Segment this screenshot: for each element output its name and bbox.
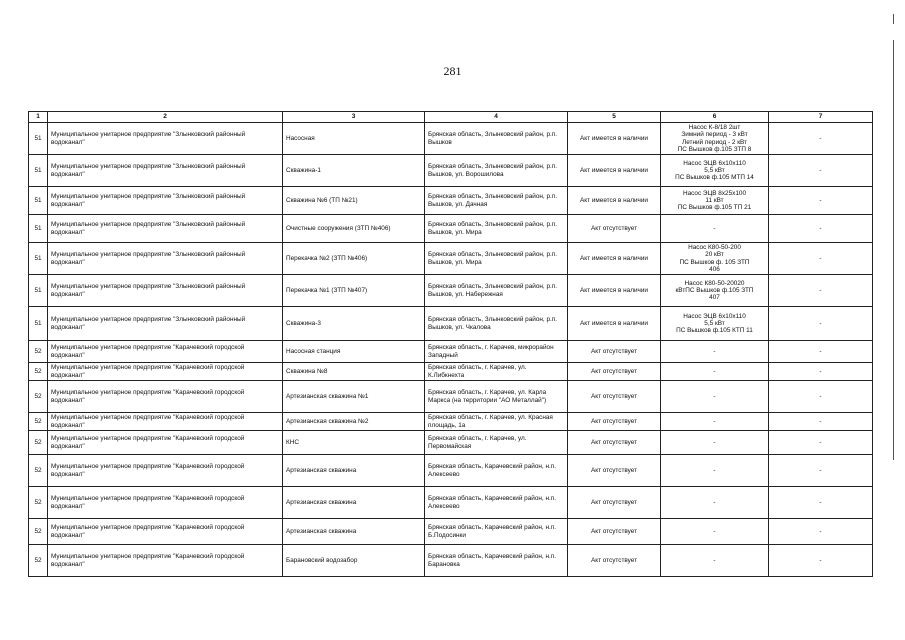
row-number-cell: 52: [29, 487, 48, 519]
table-row: [29, 487, 873, 519]
row-number-cell: 52: [29, 341, 48, 363]
object-name-cell: Артезианская скважина: [283, 487, 425, 519]
equipment-cell: Насос К80-50-20020 кВтПС Вышков ф.105 ЗТП 407: [661, 275, 769, 307]
organization-cell: Муниципальное унитарное предприятие "Злынковский районный водоканал": [48, 123, 283, 155]
row-number-cell: 52: [29, 455, 48, 487]
address-cell: Брянская область, г. Карачев, ул. Красная площадь, 1а: [425, 413, 568, 431]
organization-cell: Муниципальное унитарное предприятие "Карачевский городской водоканал": [48, 381, 283, 413]
object-name-cell: Артезианская скважина: [283, 519, 425, 545]
row-number-cell: 51: [29, 243, 48, 275]
table-row: [29, 243, 873, 275]
organization-cell: Муниципальное унитарное предприятие "Карачевский городской водоканал": [48, 363, 283, 381]
table-row: [29, 155, 873, 187]
column7-cell: -: [769, 155, 873, 187]
row-number-cell: 51: [29, 155, 48, 187]
column7-cell: -: [769, 519, 873, 545]
table-row: [29, 187, 873, 215]
object-name-cell: Скважина №8: [283, 363, 425, 381]
table-row: [29, 381, 873, 413]
column-header-4: 4: [425, 112, 568, 123]
row-number-cell: 51: [29, 215, 48, 243]
act-status-cell: Акт отсутствует: [568, 413, 661, 431]
act-status-cell: Акт имеется в наличии: [568, 307, 661, 341]
object-name-cell: Артезианская скважина №2: [283, 413, 425, 431]
table-row: [29, 275, 873, 307]
table-row: [29, 363, 873, 381]
equipment-cell: -: [661, 215, 769, 243]
object-name-cell: Скважина-1: [283, 155, 425, 187]
table-row: [29, 455, 873, 487]
object-name-cell: Насосная станция: [283, 341, 425, 363]
object-name-cell: Очистные сооружения (ЗТП №406): [283, 215, 425, 243]
equipment-cell: Насос ЭЦВ 6х10х110 5,5 кВт ПС Вышков ф.105 МТП 14: [661, 155, 769, 187]
table-row: [29, 431, 873, 455]
act-status-cell: Акт отсутствует: [568, 363, 661, 381]
column-header-7: 7: [769, 112, 873, 123]
address-cell: Брянская область, г. Карачев, микрорайон Западный: [425, 341, 568, 363]
row-number-cell: 52: [29, 381, 48, 413]
address-cell: Брянская область, Карачевский район, н.п. Алексеево: [425, 455, 568, 487]
act-status-cell: Акт отсутствует: [568, 215, 661, 243]
equipment-cell: -: [661, 381, 769, 413]
table-row: [29, 519, 873, 545]
equipment-cell: Насос К80-50-200 20 кВт ПС Вышков ф. 105 ЗТП 406: [661, 243, 769, 275]
scan-edge-line: [893, 40, 894, 460]
object-name-cell: Перекачка №2 (ЗТП №406): [283, 243, 425, 275]
row-number-cell: 51: [29, 123, 48, 155]
object-name-cell: Барановский водозабор: [283, 545, 425, 577]
table-row: [29, 123, 873, 155]
page-number: 281: [443, 64, 462, 78]
equipment-cell: Насос ЭЦВ 8х25х100 11 кВт ПС Вышков ф.105 ТП 21: [661, 187, 769, 215]
act-status-cell: Акт имеется в наличии: [568, 275, 661, 307]
table-row: [29, 341, 873, 363]
act-status-cell: Акт отсутствует: [568, 545, 661, 577]
column-header-5: 5: [568, 112, 661, 123]
column7-cell: -: [769, 123, 873, 155]
column7-cell: -: [769, 487, 873, 519]
address-cell: Брянская область, Карачевский район, н.п. Б.Подосинки: [425, 519, 568, 545]
organization-cell: Муниципальное унитарное предприятие "Карачевский городской водоканал": [48, 413, 283, 431]
row-number-cell: 51: [29, 307, 48, 341]
table-row: [29, 215, 873, 243]
act-status-cell: Акт отсутствует: [568, 487, 661, 519]
object-name-cell: Артезианская скважина: [283, 455, 425, 487]
act-status-cell: Акт имеется в наличии: [568, 243, 661, 275]
table-body: [29, 123, 873, 577]
row-number-cell: 52: [29, 363, 48, 381]
address-cell: Брянская область, Злынковский район, р.п. Вышков, ул. Мира: [425, 243, 568, 275]
column7-cell: -: [769, 381, 873, 413]
address-cell: Брянская область, Злынковский район, р.п. Вышков, ул. Мира: [425, 215, 568, 243]
address-cell: Брянская область, Злынковский район, р.п. Вышков, ул. Дачная: [425, 187, 568, 215]
act-status-cell: Акт отсутствует: [568, 455, 661, 487]
address-cell: Брянская область, Злынковский район, р.п. Вышков: [425, 123, 568, 155]
act-status-cell: Акт отсутствует: [568, 431, 661, 455]
column7-cell: -: [769, 341, 873, 363]
organization-cell: Муниципальное унитарное предприятие "Карачевский городской водоканал": [48, 455, 283, 487]
organization-cell: Муниципальное унитарное предприятие "Карачевский городской водоканал": [48, 519, 283, 545]
column7-cell: -: [769, 215, 873, 243]
equipment-cell: -: [661, 431, 769, 455]
address-cell: Брянская область, Карачевский район, н.п. Барановка: [425, 545, 568, 577]
table-header-row: [29, 112, 873, 123]
table-row: [29, 545, 873, 577]
organization-cell: Муниципальное унитарное предприятие "Злынковский районный водоканал": [48, 215, 283, 243]
organization-cell: Муниципальное унитарное предприятие "Злынковский районный водоканал": [48, 307, 283, 341]
equipment-cell: -: [661, 545, 769, 577]
row-number-cell: 52: [29, 413, 48, 431]
row-number-cell: 52: [29, 545, 48, 577]
act-status-cell: Акт отсутствует: [568, 341, 661, 363]
address-cell: Брянская область, Злынковский район, р.п. Вышков, ул. Чкалова: [425, 307, 568, 341]
address-cell: Брянская область, Злынковский район, р.п. Вышков, ул. Ворошилова: [425, 155, 568, 187]
organization-cell: Муниципальное унитарное предприятие "Карачевский городской водоканал": [48, 545, 283, 577]
column7-cell: -: [769, 545, 873, 577]
organization-cell: Муниципальное унитарное предприятие "Злынковский районный водоканал": [48, 187, 283, 215]
equipment-cell: -: [661, 487, 769, 519]
object-name-cell: Артезианская скважина №1: [283, 381, 425, 413]
column7-cell: -: [769, 187, 873, 215]
data-table: [28, 111, 873, 577]
equipment-cell: -: [661, 413, 769, 431]
column-header-2: 2: [48, 112, 283, 123]
organization-cell: Муниципальное унитарное предприятие "Карачевский городской водоканал": [48, 431, 283, 455]
column7-cell: -: [769, 413, 873, 431]
organization-cell: Муниципальное унитарное предприятие "Злынковский районный водоканал": [48, 155, 283, 187]
column-header-3: 3: [283, 112, 425, 123]
act-status-cell: Акт имеется в наличии: [568, 187, 661, 215]
column7-cell: -: [769, 275, 873, 307]
object-name-cell: Насосная: [283, 123, 425, 155]
organization-cell: Муниципальное унитарное предприятие "Злынковский районный водоканал": [48, 243, 283, 275]
table-row: [29, 413, 873, 431]
organization-cell: Муниципальное унитарное предприятие "Злынковский районный водоканал": [48, 275, 283, 307]
column7-cell: -: [769, 307, 873, 341]
address-cell: Брянская область, г. Карачев, ул. Первомайская: [425, 431, 568, 455]
act-status-cell: Акт отсутствует: [568, 381, 661, 413]
act-status-cell: Акт имеется в наличии: [568, 155, 661, 187]
column7-cell: -: [769, 243, 873, 275]
column-header-1: 1: [29, 112, 48, 123]
object-name-cell: Скважина №6 (ТП №21): [283, 187, 425, 215]
column7-cell: -: [769, 363, 873, 381]
scan-edge-mark: [893, 14, 894, 24]
equipment-cell: -: [661, 341, 769, 363]
act-status-cell: Акт имеется в наличии: [568, 123, 661, 155]
row-number-cell: 51: [29, 275, 48, 307]
row-number-cell: 52: [29, 431, 48, 455]
column7-cell: -: [769, 455, 873, 487]
organization-cell: Муниципальное унитарное предприятие "Карачевский городской водоканал": [48, 341, 283, 363]
column7-cell: -: [769, 431, 873, 455]
equipment-cell: -: [661, 363, 769, 381]
column-header-6: 6: [661, 112, 769, 123]
equipment-cell: Насос ЭЦВ 6х10х110 5,5 кВт ПС Вышков ф.105 КТП 11: [661, 307, 769, 341]
address-cell: Брянская область, Злынковский район, р.п. Вышков, ул. Набережная: [425, 275, 568, 307]
address-cell: Брянская область, г. Карачев, ул. К.Либкнехта: [425, 363, 568, 381]
act-status-cell: Акт отсутствует: [568, 519, 661, 545]
address-cell: Брянская область, Карачевский район, н.п. Алексеево: [425, 487, 568, 519]
equipment-cell: -: [661, 455, 769, 487]
row-number-cell: 51: [29, 187, 48, 215]
object-name-cell: Перекачка №1 (ЗТП №407): [283, 275, 425, 307]
object-name-cell: КНС: [283, 431, 425, 455]
equipment-cell: Насос К-8/18 2шт Зимний период - 3 кВт Летний период - 2 кВт ПС Вышков ф.105 ЗТП 8: [661, 123, 769, 155]
table-row: [29, 307, 873, 341]
address-cell: Брянская область, г. Карачев, ул. Карла Маркса (на территории "АО Металлай"): [425, 381, 568, 413]
row-number-cell: 52: [29, 519, 48, 545]
object-name-cell: Скважина-3: [283, 307, 425, 341]
equipment-cell: -: [661, 519, 769, 545]
organization-cell: Муниципальное унитарное предприятие "Карачевский городской водоканал": [48, 487, 283, 519]
